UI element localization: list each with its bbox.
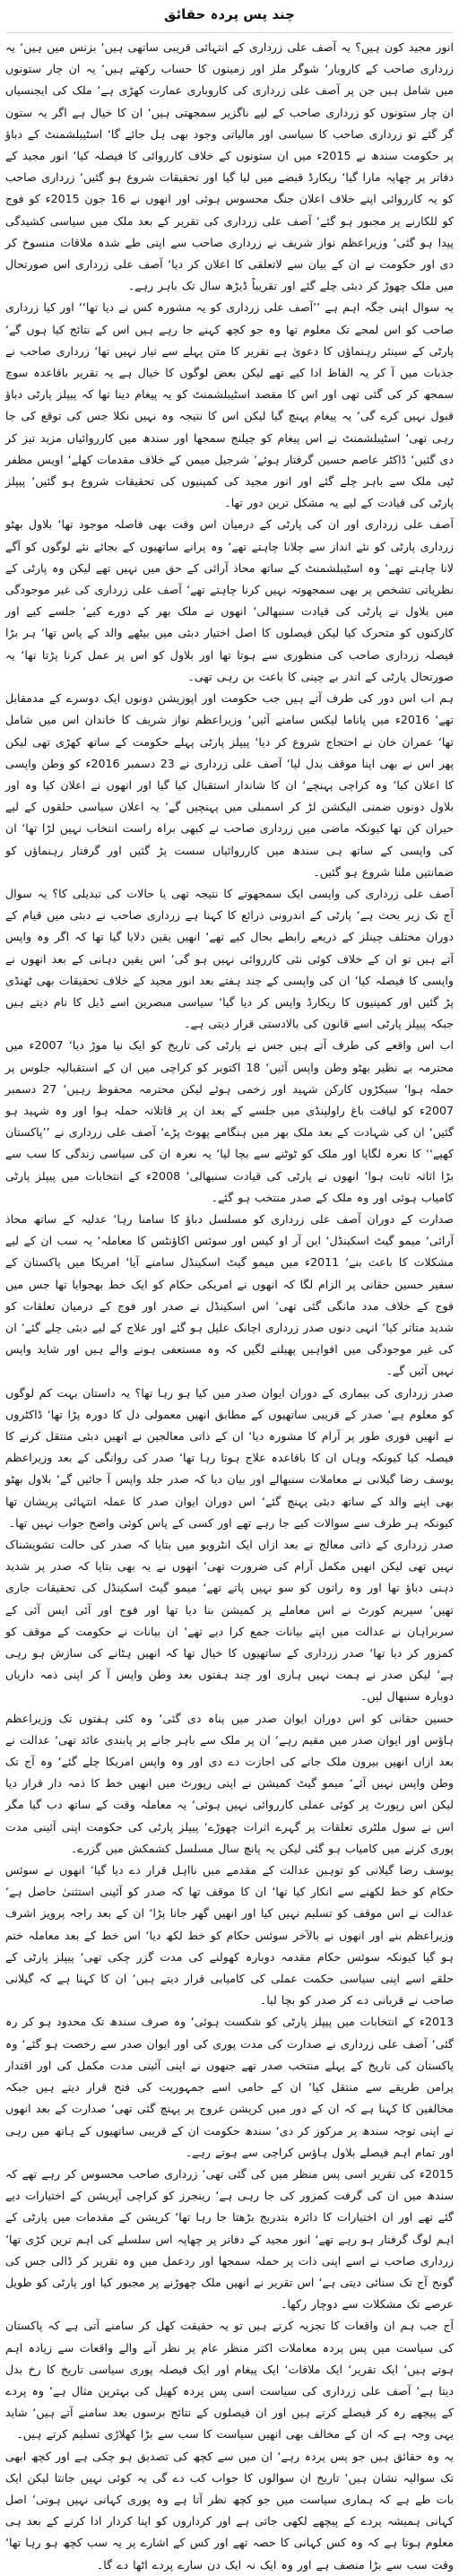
article-paragraph: یہ وہ حقائق ہیں جو پس پردہ رہے‘ ان میں سے کچھ کی تصدیق ہو چکی ہے اور کچھ ابھی تک سوالیہ نشان ہیں‘ تاریخ ان سوالوں کا جواب کب دے گی یہ کوئی نہیں جانتا لیکن ایک بات طے ہے کہ ہماری سیاست میں جو کچھ نظر آتا ہے وہ پوری کہانی نہیں ہوتی‘ اصل کہانی ہمیشہ پردے کے پیچھے لکھی جاتی ہے اور کرداروں کو اپنا کردار ادا کرنے کے بعد ہی معلوم ہوتا ہے کہ وہ کس کہانی کا حصہ تھے اور کس کے اشارے پر یہ سب کچھ ہو رہا تھا‘ وقت سب سے بڑا منصف ہے اور وہ ایک نہ ایک دن سارے پردے اٹھا دے گا۔ (5, 2449, 454, 2572)
article-paragraph: حسین حقانی کو اس دوران ایوان صدر میں پناہ دی گئی‘ وہ کئی ہفتوں تک وزیراعظم ہاؤس اور ایوان صدر میں مقیم رہے‘ ان پر ملک سے باہر جانے پر پابندی عائد تھی‘ عدالت نے بعد ازاں انھیں بیرون ملک جانے کی اجازت دے دی اور وہ واپس امریکا چلے گئے‘ وہ آج تک وطن واپس نہیں آئے‘ میمو گیٹ کمیشن نے اپنی رپورٹ میں انھیں خط کا ذمہ دار قرار دیا لیکن اس رپورٹ پر کوئی عملی کارروائی نہیں ہوئی‘ یہ معاملہ وقت کے ساتھ دب گیا مگر اس نے سول ملٹری تعلقات پر گہرے اثرات چھوڑے‘ پیپلز پارٹی کی حکومت اپنی آئینی مدت پوری کرنے میں کامیاب ہو گئی لیکن یہ پانچ سال مسلسل کشمکش میں گزرے۔ (5, 1711, 454, 1855)
article-paragraph: اب اس واقعے کی طرف آتے ہیں جس نے پارٹی کی تاریخ کو ایک نیا موڑ دیا‘ 2007ء میں محترمہ بے نظیر بھٹو وطن واپس آئیں‘ 18 اکتوبر کو کراچی میں ان کے استقبالیہ جلوس پر حملہ ہوا‘ سیکڑوں کارکن شہید اور زخمی ہوئے لیکن محترمہ محفوظ رہیں‘ 27 دسمبر 2007ء کو لیاقت باغ راولپنڈی میں جلسے کے بعد ان پر قاتلانہ حملہ ہوا اور وہ شہید ہو گئیں‘ ان کی شہادت کے بعد ملک بھر میں ہنگامے پھوٹ پڑے‘ آصف علی زرداری نے ’’پاکستان کھپے‘‘ کا نعرہ لگایا اور ملک کو ٹوٹنے سے بچا لیا‘ یہ نعرہ ان کی سیاسی زندگی کا سب سے بڑا اثاثہ ثابت ہوا‘ انھوں نے پارٹی کی قیادت سنبھالی‘ 2008ء کے انتخابات میں پیپلز پارٹی کامیاب ہوئی اور وہ ملک کے صدر منتخب ہو گئے۔ (5, 1038, 454, 1204)
article-paragraph: صدارت کے دوران آصف علی زرداری کو مسلسل دباؤ کا سامنا رہا‘ عدلیہ کے ساتھ محاذ آرائی‘ میمو گیٹ اسکینڈل‘ این آر او کیس اور سوئس اکاؤنٹس کا معاملہ‘ یہ سب ان کے لیے مشکلات کا باعث بنے‘ 2011ء میں میمو گیٹ اسکینڈل سامنے آیا‘ امریکا میں پاکستان کے سفیر حسین حقانی پر الزام لگا کہ انھوں نے امریکی حکام کو ایک خط بھجوایا تھا جس میں فوج کے خلاف مدد مانگی گئی تھی‘ اس اسکینڈل نے صدر اور فوج کے درمیان تعلقات کو شدید متاثر کیا‘ انہی دنوں صدر زرداری اچانک علیل ہو گئے اور علاج کے لیے دبئی چلے گئے‘ ان کی غیر موجودگی میں افواہیں پھیلنے لگیں کہ وہ مستعفی ہونے والے ہیں اور شاید واپس نہیں آئیں گے۔ (4, 1211, 454, 1378)
article-paragraph: آصف علی زرداری کی واپسی ایک سمجھوتے کا نتیجہ تھی یا حالات کی تبدیلی کا؟ یہ سوال آج تک زیر بحث ہے‘ پارٹی کے اندرونی ذرائع کا کہنا ہے زرداری صاحب نے دبئی میں قیام کے دوران مختلف چینلز کے ذریعے رابطے بحال کیے تھے‘ انھیں یقین دلایا گیا تھا کہ اگر وہ واپس آتے ہیں تو ان کے خلاف کوئی نئی کارروائی نہیں ہو گی‘ اس یقین دہانی کے بعد انھوں نے واپسی کا فیصلہ کیا‘ ان کی واپسی کے چند ہفتے بعد انور مجید کے خلاف تحقیقات بھی ٹھنڈی پڑ گئیں اور کمپنیوں کا ریکارڈ واپس کر دیا گیا‘ سیاسی مبصرین اسے ڈیل کا نام دیتے ہیں جبکہ پیپلز پارٹی اسے قانون کی بالادستی قرار دیتی ہے۔ (5, 886, 454, 1031)
article-paragraph: 2013ء کے انتخابات میں پیپلز پارٹی کو شکست ہوئی‘ وہ صرف سندھ تک محدود ہو کر رہ گئی‘ آصف علی زرداری نے صدارت کی مدت پوری کی اور ایوان صدر سے رخصت ہو گئے‘ وہ پاکستان کی تاریخ کے پہلے منتخب صدر تھے جنھوں نے اپنی آئینی مدت مکمل کی اور اقتدار پرامن طریقے سے منتقل کیا‘ ان کے حامی اسے جمہوریت کی فتح قرار دیتے ہیں جبکہ مخالفین کا کہنا ہے کہ ان کے دور میں کرپشن عروج پر پہنچ گئی تھی‘ صدارت کے بعد انھوں نے اپنی توجہ سندھ پر مرکوز کر دی‘ سندھ حکومت ان کے قریبی ساتھیوں کے ہاتھ میں رہی اور تمام اہم فیصلے بلاول ہاؤس کراچی سے ہوتے رہے۔ (5, 2015, 454, 2159)
article-paragraph: انور مجید کون ہیں؟ یہ آصف علی زرداری کے انتہائی قریبی ساتھی ہیں‘ بزنس میں ہیں‘ یہ زرداری صاحب کے کاروبار‘ شوگر ملز اور زمینوں کا حساب رکھتے ہیں‘ یہ ان چار ستونوں میں شامل ہیں جن پر آصف علی زرداری کی کاروباری عمارت کھڑی ہے‘ ملک کی ایجنسیاں ان چار ستونوں کو زرداری صاحب کے لیے ناگزیر سمجھتی ہیں‘ ان کا خیال ہے اگر یہ ستون گر گئے تو زرداری صاحب کا سیاسی اور مالیاتی وجود بھی ہل جائے گا‘ اسٹیبلشمنٹ کے دباؤ پر حکومت سندھ نے 2015ء میں ان ستونوں کے خلاف کارروائی کا فیصلہ کیا‘ انور مجید کے دفاتر پر چھاپہ مارا گیا‘ ریکارڈ قبضے میں لیا گیا اور تحقیقات شروع ہو گئیں‘ زرداری صاحب کو یہ کارروائی اپنے خلاف اعلان جنگ محسوس ہوئی اور انھوں نے 16 جون 2015ء کو فوج کو للکارنے پر مجبور ہو گئے‘ آصف علی زرداری کی تقریر کے بعد ملک میں سیاسی کشیدگی پیدا ہو گئی‘ وزیراعظم نواز شریف نے زرداری صاحب سے اپنی طے شدہ ملاقات منسوخ کر دی اور حکومت نے ان کے بیان سے لاتعلقی کا اعلان کر دیا‘ آصف علی زرداری اس صورتحال میں ملک چھوڑ کر دبئی چلے گئے اور تقریباً ڈیڑھ سال تک باہر رہے۔ (5, 40, 454, 293)
headline-divider (5, 32, 454, 33)
article-paragraph: آج جب ہم ان واقعات کا تجزیہ کرتے ہیں تو یہ حقیقت کھل کر سامنے آتی ہے کہ پاکستان کی سیاست میں پس پردہ معاملات اکثر منظر عام پر نظر آنے والے واقعات سے زیادہ اہم ہوتے ہیں‘ ایک تقریر‘ ایک ملاقات‘ ایک پیغام اور ایک فیصلہ پوری سیاسی تاریخ کا رخ بدل دیتا ہے‘ آصف علی زرداری کی سیاست اسی پس پردہ کھیل کی بہترین مثال ہے‘ وہ پردے کے پیچھے رہ کر فیصلے کرتے ہیں اور ان فیصلوں کے نتائج برسوں بعد سامنے آتے ہیں‘ شاید یہی وجہ ہے کہ ان کے مخالف بھی انھیں سیاست کا سب سے بڑا کھلاڑی تسلیم کرتے ہیں۔ (5, 2319, 454, 2442)
article-paragraph: صدر زرداری کے ذاتی معالج نے بعد ازاں ایک انٹرویو میں بتایا کہ صدر کی حالت تشویشناک نہیں تھی لیکن انھیں مکمل آرام کی ضرورت تھی‘ انھوں نے یہ بھی بتایا کہ صدر پر شدید ذہنی دباؤ تھا اور وہ راتوں کو سو نہیں پاتے تھے‘ میمو گیٹ اسکینڈل کی تحقیقات جاری تھیں‘ سپریم کورٹ نے اس معاملے پر کمیشن بنا دیا تھا اور فوج اور آئی ایس آئی کے سربراہان نے عدالت میں اپنے بیانات جمع کرا دیے تھے‘ ان بیانات نے حکومت کے موقف کو کمزور کر دیا تھا‘ صدر زرداری کے ساتھیوں کا خیال تھا کہ انھیں ہٹانے کی سازش ہو رہی ہے‘ لیکن صدر نے ہمت نہیں ہاری اور چند ہفتوں بعد وطن واپس آ کر اپنی ذمہ داریاں دوبارہ سنبھال لیں۔ (5, 1538, 454, 1704)
article-paragraph: یہ سوال اپنی جگہ اہم ہے ’’آصف علی زرداری کو یہ مشورہ کس نے دیا تھا‘‘ اور کیا زرداری صاحب کو اس لمحے تک معلوم تھا وہ جو کچھ کہنے جا رہے ہیں اس کے نتائج کیا ہوں گے‘ پارٹی کے سینئر رہنماؤں کا دعویٰ ہے تقریر کا متن پہلے سے تیار نہیں تھا‘ زرداری صاحب نے جذبات میں آ کر یہ الفاظ ادا کیے تھے لیکن بعض لوگوں کا خیال ہے یہ تقریر باقاعدہ سوچ سمجھ کر کی گئی تھی اور اس کا مقصد اسٹیبلشمنٹ کو یہ پیغام دینا تھا کہ پیپلز پارٹی دباؤ قبول نہیں کرے گی‘ یہ پیغام پہنچ گیا لیکن اس کا نتیجہ وہ نہیں نکلا جس کی توقع کی جا رہی تھی‘ اسٹیبلشمنٹ نے اس پیغام کو چیلنج سمجھا اور سندھ میں کارروائیاں مزید تیز کر دی گئیں‘ ڈاکٹر عاصم حسین گرفتار ہوئے‘ شرجیل میمن کے خلاف مقدمات کھلے‘ اویس مظفر ٹپی ملک سے باہر چلے گئے اور انور مجید کی کمپنیوں کی تحقیقات شروع ہو گئیں‘ پیپلز پارٹی کی قیادت کے لیے یہ مشکل ترین دور تھا۔ (5, 300, 454, 510)
article-body (5, 37, 454, 2576)
article-headline: چند پس پردہ حقائق (164, 6, 295, 22)
article-paragraph: ہم اب اس دور کی طرف آتے ہیں جب حکومت اور اپوزیشن دونوں ایک دوسرے کے مدمقابل تھے‘ 2016ء میں پاناما لیکس سامنے آئیں‘ وزیراعظم نواز شریف کا خاندان اس میں شامل تھا‘ عمران خان نے احتجاج شروع کر دیا‘ پیپلز پارٹی پہلے حکومت کے ساتھ کھڑی تھی لیکن پھر اس نے بھی اپنا موقف بدل لیا‘ آصف علی زرداری نے 23 دسمبر 2016ء کو وطن واپسی کا اعلان کیا‘ وہ کراچی پہنچے‘ ان کا شاندار استقبال کیا گیا اور انھوں نے اعلان کیا وہ اور بلاول دونوں ضمنی الیکشن لڑ کر اسمبلی میں پہنچیں گے‘ یہ اعلان سیاسی حلقوں کے لیے حیران کن تھا کیونکہ ماضی میں زرداری صاحب نے کبھی براہ راست انتخاب نہیں لڑا تھا‘ ان کی واپسی کے ساتھ ہی سندھ میں کارروائیاں سست پڑ گئیں اور گرفتار رہنماؤں کو ضمانتیں ملنا شروع ہو گئیں۔ (5, 691, 454, 879)
article-paragraph: صدر زرداری کی بیماری کے دوران ایوان صدر میں کیا ہو رہا تھا؟ یہ داستان بہت کم لوگوں کو معلوم ہے‘ صدر کے قریبی ساتھیوں کے مطابق انھیں معمولی دل کا دورہ پڑا تھا‘ ڈاکٹروں نے انھیں فوری طور پر آرام کا مشورہ دیا‘ ان کے ذاتی معالجین نے انھیں دبئی منتقل کرنے کا فیصلہ کیا کیونکہ وہاں ان کا باقاعدہ علاج ہوتا رہا تھا‘ صدر کی روانگی کے بعد وزیراعظم یوسف رضا گیلانی نے معاملات سنبھالے اور بیان دیا کہ صدر جلد واپس آ جائیں گے‘ بلاول بھٹو بھی اپنے والد کے ساتھ دبئی پہنچ گئے‘ اس دوران ایوان صدر کا عملہ انتہائی پریشان تھا کیونکہ ہر طرف سے سوالات کیے جا رہے تھے اور کسی کے پاس کوئی واضح جواب نہیں تھا۔ (5, 1385, 454, 1530)
article-paragraph: یوسف رضا گیلانی کو توہین عدالت کے مقدمے میں نااہل قرار دے دیا گیا‘ انھوں نے سوئس حکام کو خط لکھنے سے انکار کیا تھا‘ ان کا موقف تھا کہ صدر کو آئینی استثنیٰ حاصل ہے‘ عدالت نے اس موقف کو تسلیم نہیں کیا اور انھیں گھر جانا پڑا‘ ان کے بعد راجہ پرویز اشرف وزیراعظم بنے اور انھوں نے بالآخر سوئس حکام کو خط لکھ دیا‘ اس خط کے بعد معاملہ ختم ہو گیا کیونکہ سوئس حکام مقدمہ دوبارہ کھولنے کی مدت گزر چکی تھی‘ پیپلز پارٹی کے حلقے اسے اپنی سیاسی حکمت عملی کی کامیابی قرار دیتے ہیں‘ ان کا کہنا ہے کہ گیلانی صاحب نے قربانی دے کر صدر کو بچا لیا۔ (5, 1863, 454, 2008)
article-paragraph: آصف علی زرداری اور ان کی پارٹی کے درمیان اس وقت بھی فاصلہ موجود تھا‘ بلاول بھٹو زرداری پارٹی کو نئے انداز سے چلانا چاہتے تھے‘ وہ پرانے ساتھیوں کے بجائے نئے لوگوں کو آگے لانا چاہتے تھے‘ وہ اسٹیبلشمنٹ کے ساتھ محاذ آرائی کے حق میں نہیں تھے لیکن وہ پارٹی کے نظریاتی تشخص پر بھی سمجھوتہ نہیں کرنا چاہتے تھے‘ آصف علی زرداری کی غیر موجودگی میں بلاول نے پارٹی کی قیادت سنبھالی‘ انھوں نے ملک بھر کے دورے کیے‘ جلسے کیے اور کارکنوں کو متحرک کیا لیکن فیصلوں کا اصل اختیار دبئی میں بیٹھے والد کے پاس تھا‘ ہر بڑا فیصلہ زرداری صاحب کی منظوری سے ہوتا تھا اور بلاول کو اس پر عمل کرنا پڑتا تھا‘ یہ صورتحال پارٹی کے اندر بے چینی کا باعث بن رہی تھی۔ (5, 517, 454, 683)
article-paragraph: 2015ء کی تقریر اسی پس منظر میں کی گئی تھی‘ زرداری صاحب محسوس کر رہے تھے کہ سندھ میں ان کی گرفت کمزور کی جا رہی ہے‘ رینجرز کو کراچی آپریشن کے اختیارات دیے گئے تھے اور ان اختیارات کا دائرہ بتدریج بڑھتا جا رہا تھا‘ کرپشن کے مقدمات میں پارٹی کے اہم لوگ گرفتار ہو رہے تھے‘ انور مجید کے دفاتر پر چھاپہ اس سلسلے کی اہم ترین کڑی تھا‘ زرداری صاحب نے اسے اپنی ذات پر حملہ سمجھا اور ردعمل میں وہ تقریر کر ڈالی جس کی گونج آج تک سنائی دیتی ہے‘ اس تقریر نے انھیں ملک چھوڑنے پر مجبور کیا اور پارٹی کو طویل عرصے تک مشکلات سے دوچار رکھا۔ (5, 2166, 454, 2311)
